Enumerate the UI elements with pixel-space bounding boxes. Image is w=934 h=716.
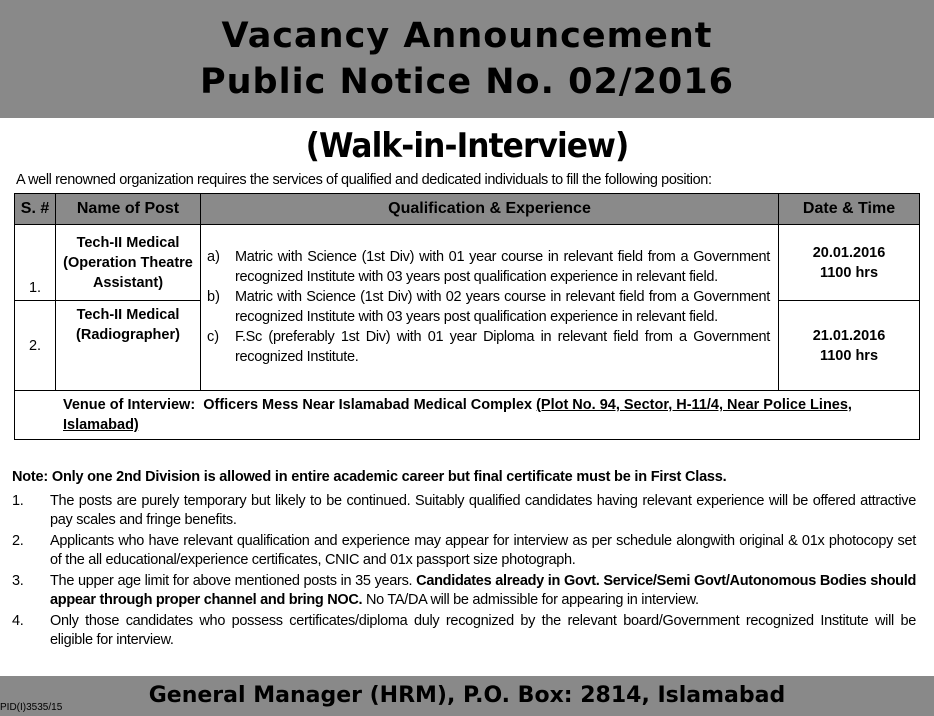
note-text: Note: Only one 2nd Division is allowed in entire academic career but final certificate must be in First Class. — [12, 469, 727, 485]
row2-time: 1100 hrs — [819, 347, 879, 364]
venue-row — [15, 391, 920, 440]
venue-label: Venue of Interview: — [63, 397, 196, 413]
notice-number: Public Notice No. 02/2016 — [199, 62, 734, 102]
list-item: 2. Applicants who have relevant qualification and experience may appear for interview as per schedule alongwith original & 01x photocopy set of the all educational/experience certificates, CNIC and 01x passport size photograph. — [12, 533, 916, 568]
col-header-post: Name of Post — [56, 194, 201, 225]
list-item: a) Matric with Science (1st Div) with 01 year course in relevant field from a Government recognized Institute with 03 years post qualification experience in relevant field. — [207, 248, 770, 285]
qualification-list — [201, 243, 778, 373]
header-banner — [0, 0, 934, 118]
intro-text: A well renowned organization requires the services of qualified and dedicated individuals to fill the following position: — [16, 172, 712, 188]
walk-in-heading: (Walk-in-Interview) — [305, 126, 629, 166]
row1-date-time — [779, 225, 920, 301]
col-header-date: Date & Time — [779, 194, 920, 225]
venue-address: (Plot No. 94, Sector, H-11/4, Near Police Lines, Islamabad) — [63, 397, 852, 433]
col-header-qualification: Qualification & Experience — [201, 194, 779, 225]
page-title: Vacancy Announcement — [221, 16, 713, 56]
vacancy-table — [14, 193, 920, 440]
signature-line: General Manager (HRM), P.O. Box: 2814, Islamabad — [148, 683, 786, 708]
list-item: 3. The upper age limit for above mentioned posts in 35 years. Candidates already in Govt. Service/Semi Govt/Autonomous Bodies should appear through proper channel and bring NOC. No TA/DA will be admissible for appearing in interview. — [12, 573, 917, 608]
qualification-cell — [201, 225, 779, 391]
list-item: 1. The posts are purely temporary but likely to be continued. Suitably qualified candidates having relevant experience will be offered attractive pay scales and fringe benefits. — [12, 493, 916, 528]
row2-post: Tech-II Medical (Radiographer) — [56, 301, 201, 391]
row2-date-time — [779, 301, 920, 391]
row2-sn: 2. — [15, 301, 56, 391]
list-item: 4. Only those candidates who possess certificates/diploma duly recognized by the relevant board/Government recognized Institute will be eligible for interview. — [12, 613, 916, 648]
conditions-list — [12, 492, 916, 652]
row2-date: 21.01.2016 — [812, 327, 886, 344]
table-row — [15, 225, 920, 301]
row1-sn: 1. — [15, 225, 56, 301]
pid-code: PID(I)3535/15 — [0, 702, 63, 713]
list-item: b) Matric with Science (1st Div) with 02 years course in relevant field from a Government recognized Institute with 03 years post qualification experience in relevant field. — [207, 288, 770, 325]
venue-place: Officers Mess Near Islamabad Medical Complex — [203, 397, 533, 413]
list-item: c) F.Sc (preferably 1st Div) with 01 year Diploma in relevant field from a Government recognized Institute. — [207, 328, 770, 365]
col-header-sn: S. # — [15, 194, 56, 225]
row1-date: 20.01.2016 — [812, 244, 886, 261]
footer-banner — [0, 676, 934, 716]
row1-time: 1100 hrs — [819, 264, 879, 281]
venue-cell — [15, 391, 920, 440]
table-header-row — [15, 194, 920, 225]
row1-post: Tech-II Medical (Operation Theatre Assistant) — [56, 225, 201, 301]
